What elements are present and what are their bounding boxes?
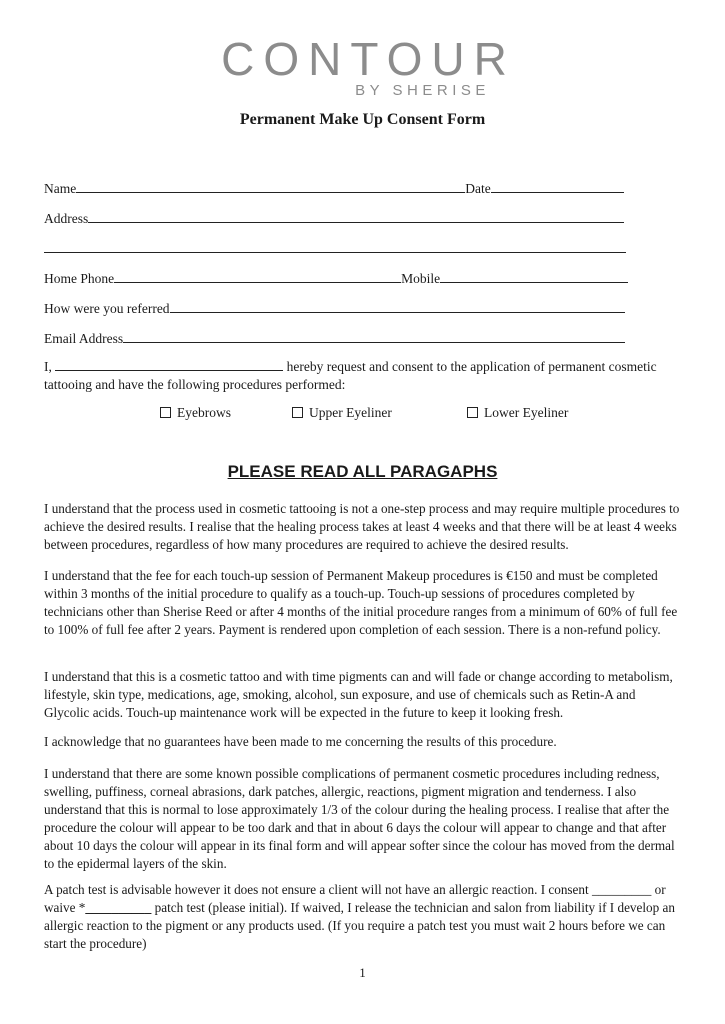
- waive-initial-field[interactable]: __________: [85, 900, 152, 915]
- contour-logo: [0, 33, 725, 99]
- paragraph-patch-test: [44, 881, 684, 953]
- checkbox-icon: [467, 407, 478, 418]
- checkbox-icon: [160, 407, 171, 418]
- paragraph-complications: I understand that there are some known possible complications of permanent cosmetic procedures including redness, swelling, puffiness, corneal abrasions, dark patches, allergic, reactions, pigment migration and tenderness. I also understand that this is normal to lose approximately 1/3 of the colour during the healing process. I realise that after the procedure the colour will appear to be too dark and that in about 6 days the colour will appear to change and that after about 10 days the colour will appear in its final form and will appear softer since the colour has moved from the dermal to the epidermal layers of the skin.: [44, 766, 675, 871]
- home-phone-field[interactable]: [114, 270, 401, 283]
- checkbox-icon: [292, 407, 303, 418]
- patch-text-1: A patch test is advisable however it does not ensure a client will not have an allergic reaction. I consent _________ or waive *: [44, 882, 666, 915]
- consent-text: hereby request and consent to the application of permanent cosmetic tattooing and have the following procedures performed:: [44, 359, 657, 392]
- paragraph-fees: I understand that the fee for each touch-up session of Permanent Makeup procedures is €150 and must be completed within 3 months of the initial procedure to qualify as a touch-up. Touch-up sessions of procedures completed by technicians other than Sherise Reed or after 4 months of the initial procedure ranges from a minimum of 60% of full fee to 100% of full fee after 2 years. Payment is rendered upon completion of each session. There is a non-refund policy.: [44, 568, 678, 637]
- form-title: Permanent Make Up Consent Form: [239, 111, 486, 128]
- paragraph-guarantees: I acknowledge that no guarantees have been made to me concerning the results of this procedure.: [44, 734, 557, 749]
- page-number: 1: [359, 965, 366, 980]
- eyebrows-label: Eyebrows: [177, 405, 231, 420]
- lower-eyeliner-label: Lower Eyeliner: [484, 405, 569, 420]
- address-label: Address: [44, 211, 89, 226]
- address-row: [44, 210, 624, 227]
- consent-prefix: I,: [44, 359, 52, 374]
- email-label: Email Address: [44, 331, 124, 346]
- phone-row: [44, 270, 628, 287]
- patch-text-2: patch test (please initial). If waived, I release the technician and salon from liability if I develop an allergic reaction to the pigment or any products used. (If you require a patch test you must wait 2 hours before we can start the procedure): [44, 900, 675, 951]
- email-field[interactable]: [123, 330, 625, 343]
- section-heading: PLEASE READ ALL PARAGAPHS: [227, 462, 498, 481]
- consent-statement: [44, 358, 674, 394]
- paragraph-process: I understand that the process used in cosmetic tattooing is not a one-step process and may require multiple procedures to achieve the desired results. I realise that the healing process takes at least 4 weeks and that there will be at least 4 weeks between procedures, regardless of how many procedures are required to achieve the desired results.: [44, 501, 680, 552]
- name-label: Name: [44, 181, 77, 196]
- address-line-2-field[interactable]: [44, 240, 626, 253]
- referred-row: [44, 300, 625, 317]
- referred-label: How were you referred: [44, 301, 170, 316]
- logo-main-text: CONTOUR: [221, 33, 516, 85]
- eyebrows-checkbox[interactable]: [160, 405, 231, 421]
- date-label: Date: [465, 181, 491, 196]
- name-date-row: [44, 180, 624, 197]
- consent-name-field[interactable]: [55, 358, 283, 371]
- email-row: [44, 330, 625, 347]
- referred-field[interactable]: [170, 300, 625, 313]
- upper-eyeliner-label: Upper Eyeliner: [309, 405, 392, 420]
- mobile-field[interactable]: [440, 270, 628, 283]
- name-field[interactable]: [76, 180, 465, 193]
- paragraph-fading: I understand that this is a cosmetic tattoo and with time pigments can and will fade or change according to metabolism, lifestyle, skin type, medications, age, smoking, alcohol, sun exposure, and use of chemicals such as Retin-A and Glycolic acids. Touch-up maintenance work will be expected in the future to keep it looking fresh.: [44, 669, 673, 720]
- logo-sub-text: BY SHERISE: [355, 82, 490, 99]
- upper-eyeliner-checkbox[interactable]: [292, 405, 392, 421]
- mobile-label: Mobile: [401, 271, 441, 286]
- home-phone-label: Home Phone: [44, 271, 115, 286]
- date-field[interactable]: [491, 180, 624, 193]
- lower-eyeliner-checkbox[interactable]: [467, 405, 568, 421]
- address-line-2-row: [44, 240, 626, 257]
- address-field[interactable]: [88, 210, 624, 223]
